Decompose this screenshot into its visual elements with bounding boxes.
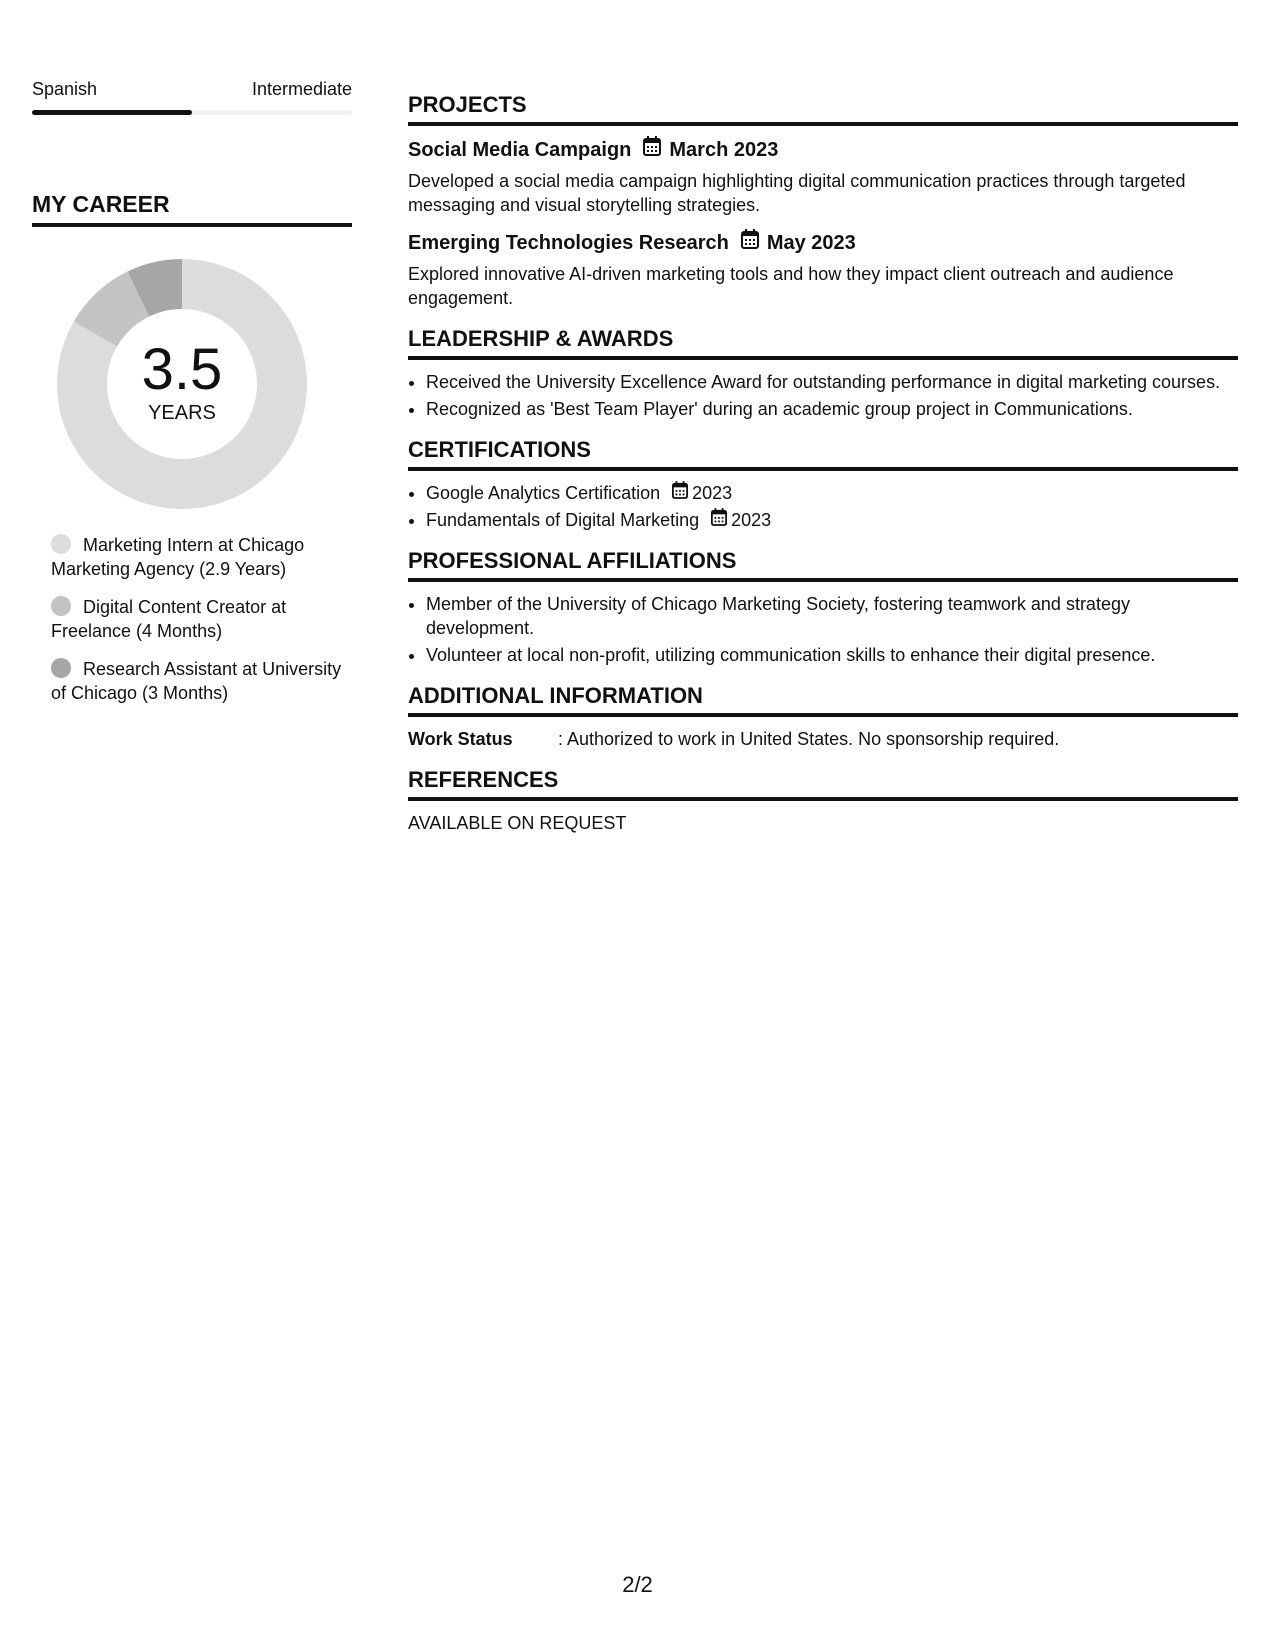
affiliations-section xyxy=(408,548,1238,667)
career-section-title: MY CAREER xyxy=(32,191,352,227)
legend-dot xyxy=(51,596,71,616)
legend-dot xyxy=(51,658,71,678)
project-description: Developed a social media campaign highlighting digital communication practices through targeted messaging and visual storytelling strategies. xyxy=(408,171,1186,215)
career-total xyxy=(57,259,307,509)
additional-section xyxy=(408,683,1238,751)
work-status-key: Work Status xyxy=(408,729,513,749)
career-legend-label: Research Assistant at University of Chicago (3 Months) xyxy=(51,659,342,703)
references-text: AVAILABLE ON REQUEST xyxy=(408,813,627,833)
additional-title: ADDITIONAL INFORMATION xyxy=(408,683,1238,717)
leadership-section xyxy=(408,326,1238,421)
project-name: Emerging Technologies Research xyxy=(408,231,729,254)
leadership-title: LEADERSHIP & AWARDS xyxy=(408,326,1238,360)
work-status-value: : Authorized to work in United States. No sponsorship required. xyxy=(558,729,1060,749)
references-title: REFERENCES xyxy=(408,767,1238,801)
references-section xyxy=(408,767,1238,835)
page-number: 2/2 xyxy=(622,1572,653,1597)
language-name: Spanish xyxy=(32,79,98,99)
projects-title: PROJECTS xyxy=(408,92,1238,126)
leadership-list xyxy=(408,370,1238,421)
certification-year: 2023 xyxy=(692,483,733,503)
calendar-icon xyxy=(741,229,759,256)
list-item: • Received the University Excellence Award for outstanding performance in digital marketing courses. xyxy=(426,370,1238,394)
language-proficiency-fill xyxy=(32,110,192,115)
certifications-title: CERTIFICATIONS xyxy=(408,437,1238,471)
project-heading xyxy=(408,136,1238,163)
work-status-row xyxy=(408,727,1238,751)
career-donut-chart xyxy=(57,259,307,509)
career-legend-item xyxy=(51,657,352,705)
list-item xyxy=(426,481,1238,505)
certification-name: • Fundamentals of Digital Marketing xyxy=(426,510,700,530)
list-item: • Member of the University of Chicago Marketing Society, fostering teamwork and strategy development. xyxy=(426,592,1238,640)
legend-dot xyxy=(51,534,71,554)
left-column xyxy=(32,78,352,719)
language-level: Intermediate xyxy=(251,79,352,99)
list-item: • Recognized as 'Best Team Player' during an academic group project in Communications. xyxy=(426,397,1238,421)
calendar-icon xyxy=(672,481,688,505)
career-legend xyxy=(32,533,352,705)
affiliations-title: PROFESSIONAL AFFILIATIONS xyxy=(408,548,1238,582)
calendar-icon xyxy=(643,136,661,163)
certification-name: • Google Analytics Certification xyxy=(426,483,661,503)
project-heading xyxy=(408,229,1238,256)
career-total-unit: YEARS xyxy=(148,402,216,424)
career-total-value: 3.5 xyxy=(141,337,223,402)
certifications-list xyxy=(408,481,1238,532)
career-legend-label: Digital Content Creator at Freelance (4 Months) xyxy=(51,597,287,641)
project-description: Explored innovative AI-driven marketing tools and how they impact client outreach and audience engagement. xyxy=(408,264,1174,308)
calendar-icon xyxy=(711,508,727,532)
list-item: • Volunteer at local non-profit, utilizing communication skills to enhance their digital presence. xyxy=(426,643,1238,667)
career-legend-item xyxy=(51,595,352,643)
career-legend-label: Marketing Intern at Chicago Marketing Agency (2.9 Years) xyxy=(51,535,305,579)
right-column xyxy=(408,92,1238,851)
career-legend-item xyxy=(51,533,352,581)
project-date: March 2023 xyxy=(669,138,779,161)
certifications-section xyxy=(408,437,1238,532)
language-row xyxy=(32,78,352,100)
language-proficiency-bar xyxy=(32,110,352,115)
certification-year: 2023 xyxy=(731,510,772,530)
list-item xyxy=(426,508,1238,532)
project-name: Social Media Campaign xyxy=(408,138,632,161)
affiliations-list xyxy=(408,592,1238,667)
project-date: May 2023 xyxy=(766,231,856,254)
projects-section xyxy=(408,92,1238,310)
